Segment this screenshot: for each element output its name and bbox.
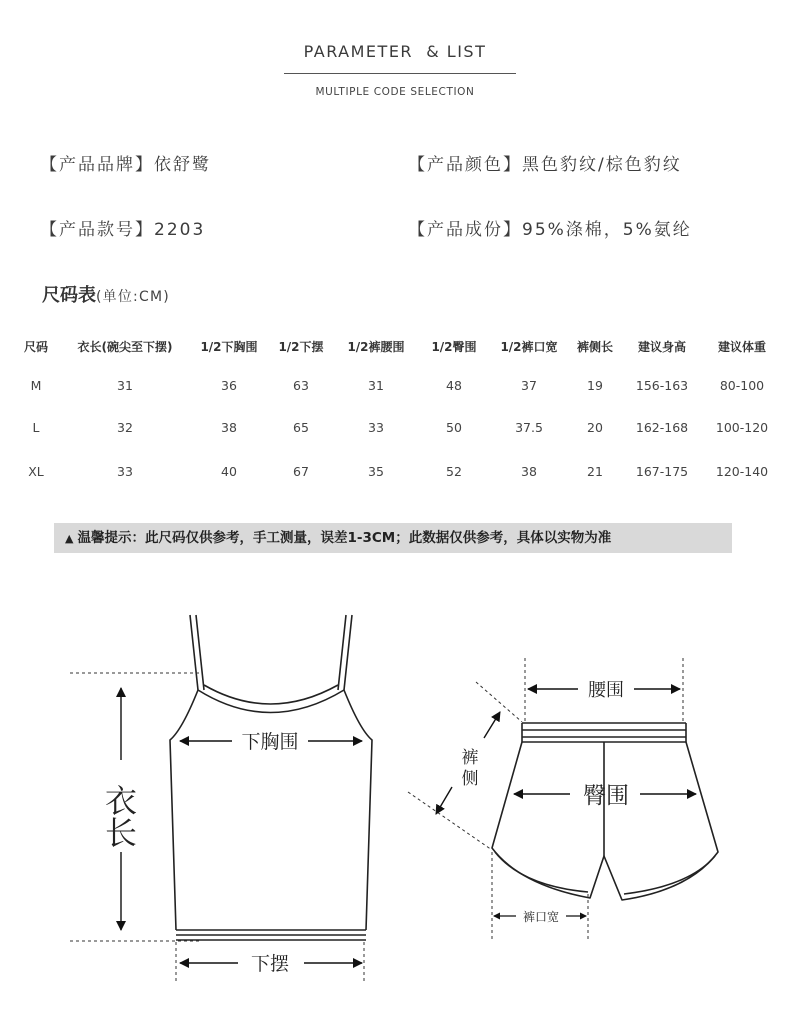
col-header: 建议身高 bbox=[637, 339, 686, 354]
col-header: 裤侧长 bbox=[576, 339, 613, 354]
length-label-char-1: 衣 bbox=[104, 782, 138, 820]
table-cell: 67 bbox=[293, 463, 309, 479]
section-subtitle: MULTIPLE CODE SELECTION bbox=[315, 86, 475, 98]
col-header: 1/2下摆 bbox=[278, 339, 324, 354]
side-length-label-char-2: 侧 bbox=[461, 769, 479, 789]
notice-bar bbox=[54, 523, 732, 553]
product-brand: 【产品品牌】依舒鹭 bbox=[40, 155, 211, 175]
table-cell: 38 bbox=[221, 419, 237, 435]
table-cell: 21 bbox=[587, 463, 603, 479]
length-label-char-2: 长 bbox=[104, 814, 138, 852]
table-cell: M bbox=[30, 377, 42, 393]
table-cell: XL bbox=[28, 463, 44, 479]
table-cell: 50 bbox=[446, 419, 462, 435]
table-cell: 80-100 bbox=[719, 377, 765, 393]
camisole-outline bbox=[170, 615, 372, 940]
table-cell: 167-175 bbox=[635, 463, 689, 479]
table-cell: 48 bbox=[446, 377, 462, 393]
table-cell: 156-163 bbox=[635, 377, 689, 393]
table-cell: L bbox=[32, 419, 40, 435]
table-cell: 52 bbox=[446, 463, 462, 479]
product-material: 【产品成份】95%涤棉，5%氨纶 bbox=[408, 220, 692, 240]
table-cell: 63 bbox=[293, 377, 309, 393]
table-row bbox=[12, 446, 782, 496]
hip-label: 臀围 bbox=[583, 783, 629, 809]
col-header: 衣长(碗尖至下摆) bbox=[77, 339, 173, 354]
table-cell: 100-120 bbox=[715, 419, 769, 435]
shorts-guides bbox=[408, 658, 683, 942]
table-cell: 19 bbox=[587, 377, 603, 393]
measurement-diagram bbox=[0, 590, 790, 1000]
leg-opening-label: 裤口宽 bbox=[522, 910, 560, 924]
size-chart-heading: 尺码表 bbox=[42, 285, 96, 306]
table-cell: 35 bbox=[368, 463, 384, 479]
table-row bbox=[12, 362, 782, 408]
notice-text: 温馨提示：此尺码仅供参考，手工测量，误差1-3CM；此数据仅供参考，具体以实物为准 bbox=[77, 530, 612, 546]
section-title: PARAMETER & LIST bbox=[303, 42, 487, 61]
side-length-label-char-1: 裤 bbox=[461, 748, 479, 768]
table-cell: 20 bbox=[587, 419, 603, 435]
table-cell: 38 bbox=[521, 463, 537, 479]
table-cell: 31 bbox=[368, 377, 384, 393]
table-cell: 36 bbox=[221, 377, 237, 393]
table-cell: 33 bbox=[117, 463, 133, 479]
col-header: 1/2裤腰围 bbox=[347, 339, 405, 354]
underbust-label: 下胸围 bbox=[241, 731, 299, 753]
table-cell: 120-140 bbox=[715, 463, 769, 479]
warning-triangle-icon: ▲ bbox=[65, 532, 74, 545]
col-header: 1/2下胸围 bbox=[200, 339, 258, 354]
table-row bbox=[12, 408, 782, 446]
product-color: 【产品颜色】黑色豹纹/棕色豹纹 bbox=[408, 155, 682, 175]
title-divider bbox=[284, 73, 516, 74]
product-model: 【产品款号】2203 bbox=[40, 220, 206, 240]
col-header: 尺码 bbox=[23, 339, 48, 354]
waist-label: 腰围 bbox=[588, 680, 624, 701]
shorts-outline bbox=[492, 723, 718, 900]
size-chart-unit: (单位:CM) bbox=[96, 289, 170, 305]
size-chart-title bbox=[42, 281, 170, 307]
table-cell: 31 bbox=[117, 377, 133, 393]
size-table-header bbox=[12, 330, 782, 362]
hem-label: 下摆 bbox=[250, 953, 290, 975]
table-cell: 33 bbox=[368, 419, 384, 435]
col-header: 建议体重 bbox=[717, 339, 766, 354]
table-cell: 162-168 bbox=[635, 419, 689, 435]
table-cell: 32 bbox=[117, 419, 133, 435]
col-header: 1/2臀围 bbox=[431, 339, 477, 354]
table-cell: 40 bbox=[221, 463, 237, 479]
size-table bbox=[12, 330, 782, 496]
table-cell: 37.5 bbox=[515, 419, 543, 435]
table-cell: 65 bbox=[293, 419, 309, 435]
table-cell: 37 bbox=[521, 377, 537, 393]
col-header: 1/2裤口宽 bbox=[500, 339, 558, 354]
